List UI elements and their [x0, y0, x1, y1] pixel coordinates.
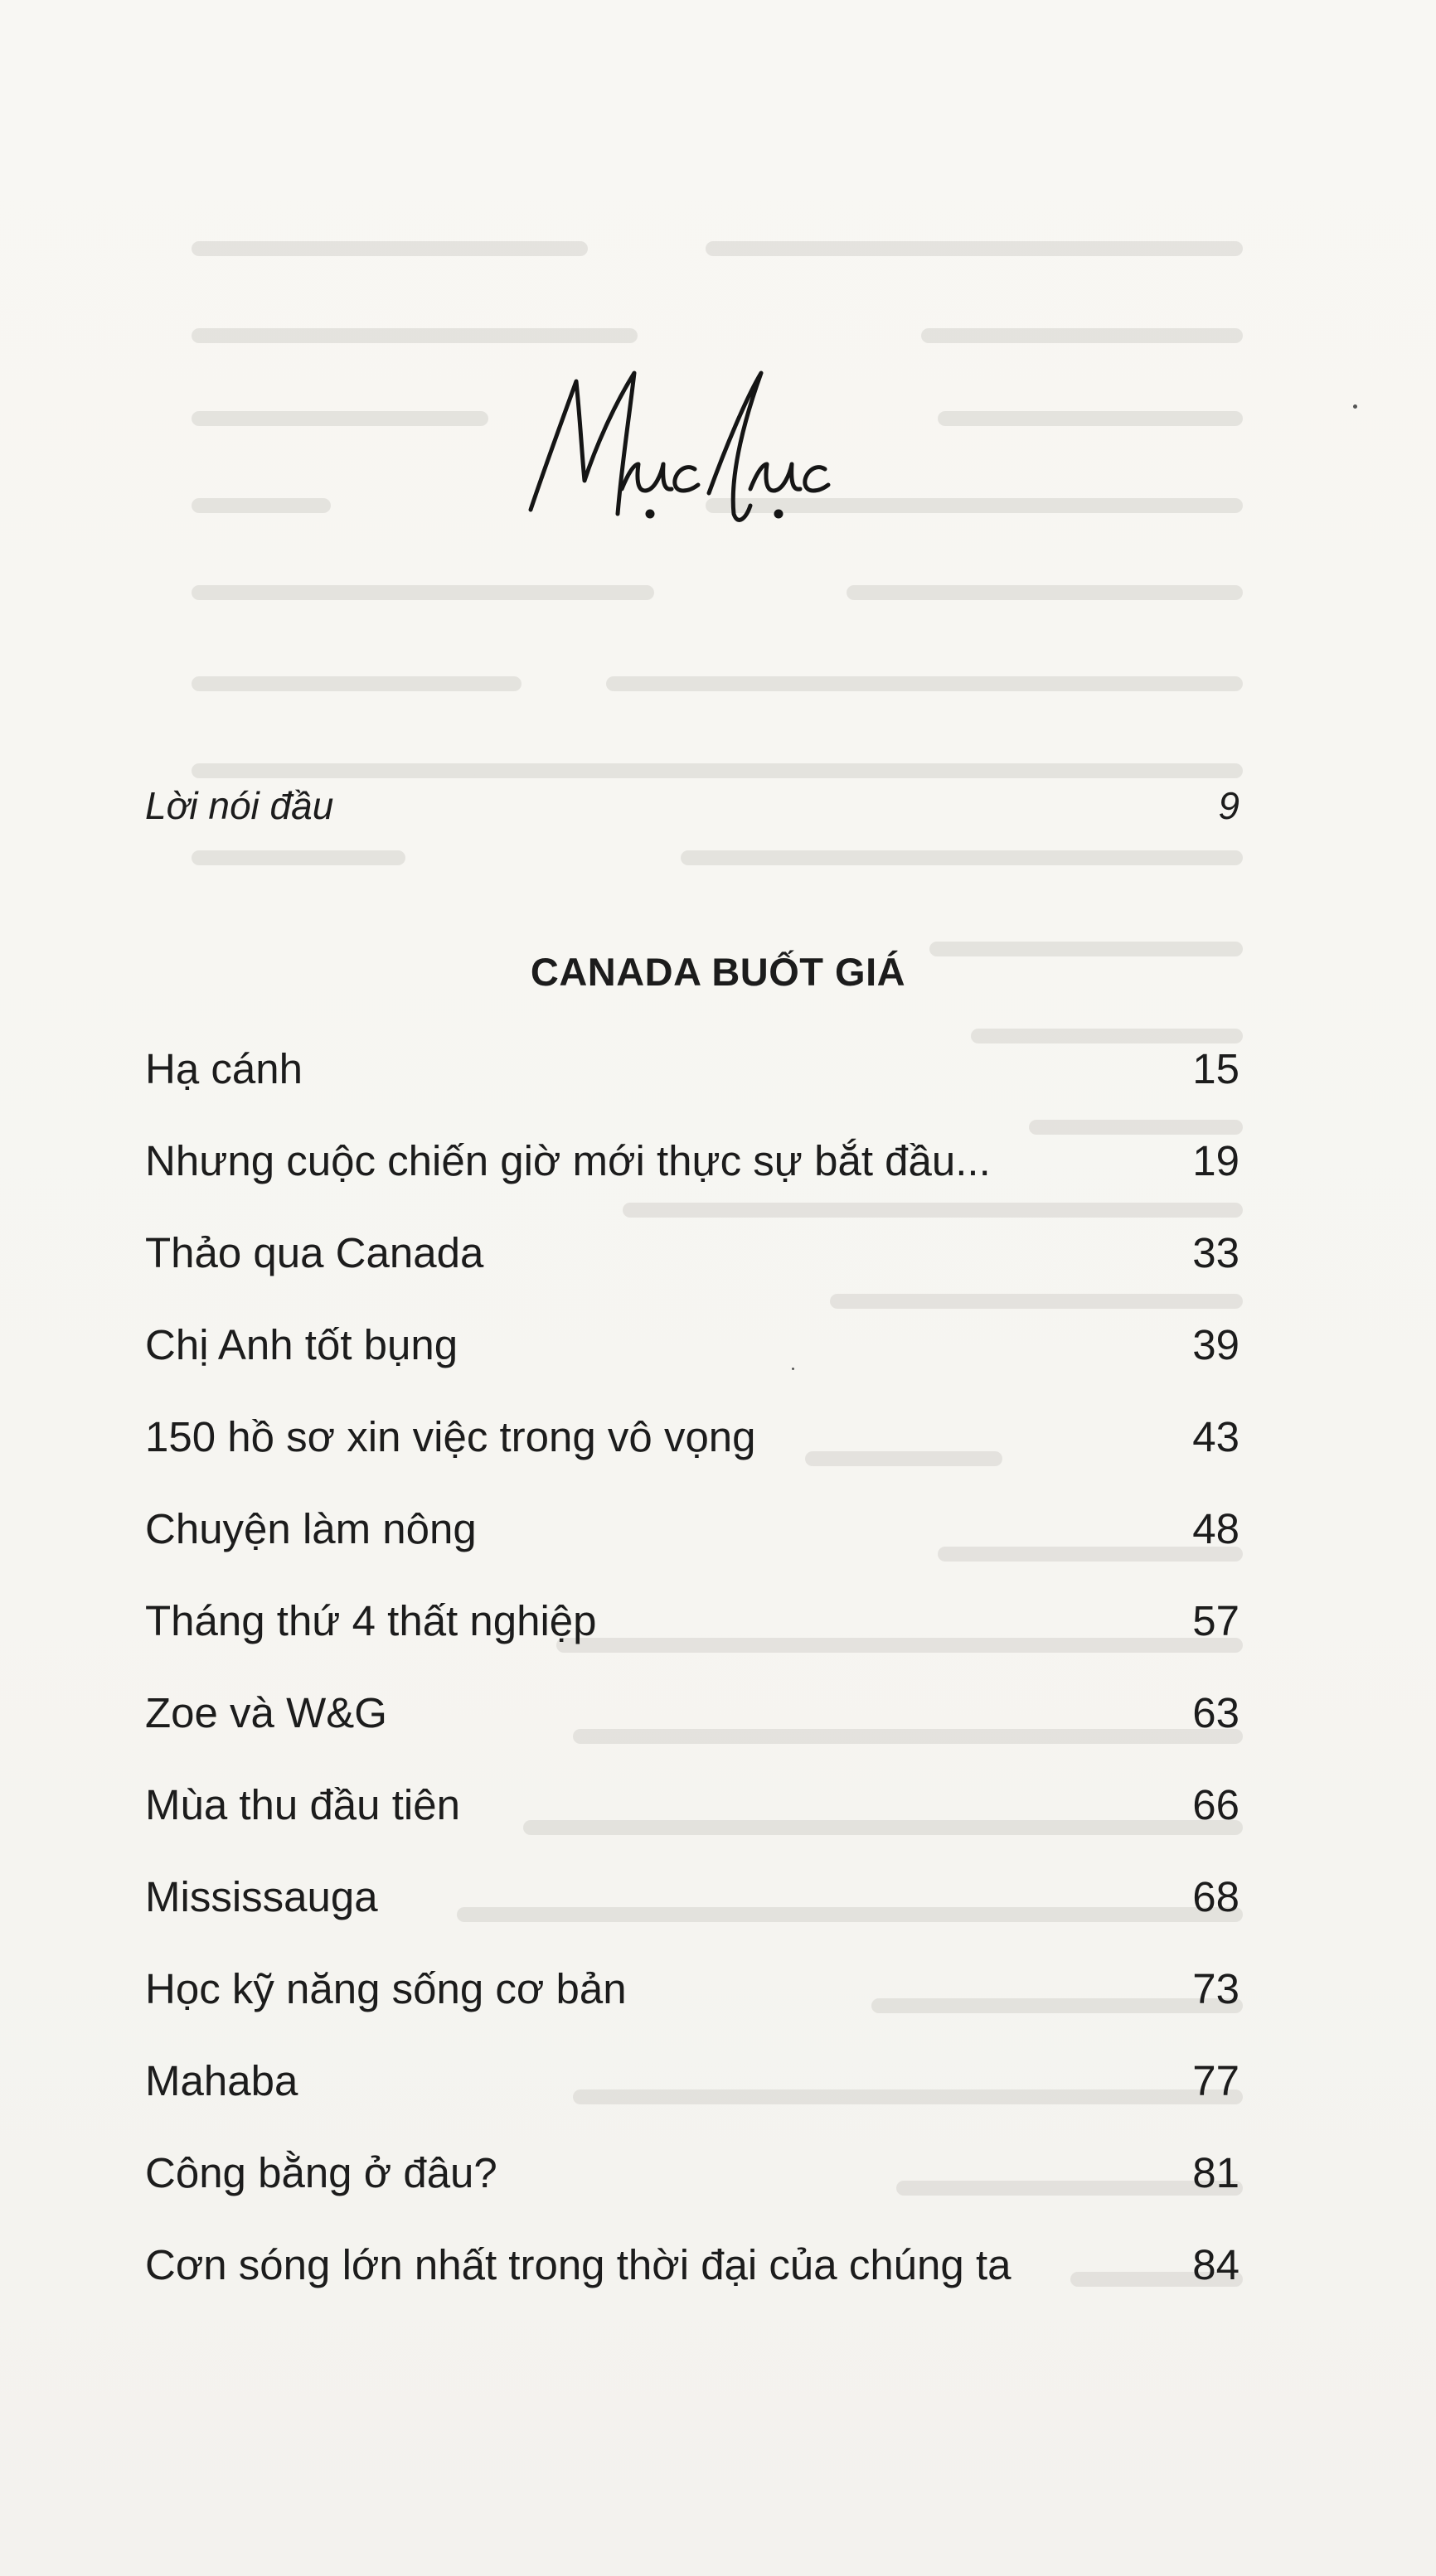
toc-entry-title: Chị Anh tốt bụng: [145, 1321, 458, 1368]
toc-entry-title: Tháng thứ 4 thất nghiệp: [145, 1597, 597, 1644]
toc-entry[interactable]: [145, 2236, 1240, 2328]
toc-entry-page: 15: [1192, 1045, 1240, 1092]
toc-preface-title: Lời nói đầu: [145, 784, 334, 827]
toc-entry-title: Cơn sóng lớn nhất trong thời đại của chúng ta: [145, 2241, 1012, 2288]
toc-entry-page: 43: [1192, 1413, 1240, 1460]
toc-entry[interactable]: [145, 1132, 1240, 1224]
paper-speck: [1353, 404, 1357, 409]
toc-entry-page: 77: [1192, 2057, 1240, 2104]
toc-entry-page: 66: [1192, 1781, 1240, 1828]
toc-preface-row[interactable]: [145, 783, 1240, 841]
toc-entry-title: Zoe và W&G: [145, 1689, 387, 1736]
toc-entry[interactable]: [145, 1960, 1240, 2052]
toc-entry[interactable]: [145, 2052, 1240, 2144]
toc-entry[interactable]: [145, 1500, 1240, 1592]
toc-entry-page: 68: [1192, 1873, 1240, 1920]
toc-entry[interactable]: [145, 1316, 1240, 1408]
toc-entry[interactable]: [145, 1408, 1240, 1500]
toc-entry-page: 81: [1192, 2149, 1240, 2196]
toc-entry[interactable]: [145, 1868, 1240, 1960]
toc-entry-page: 84: [1192, 2241, 1240, 2288]
toc-entry[interactable]: [145, 1592, 1240, 1684]
toc-entry-page: 39: [1192, 1321, 1240, 1368]
toc-entry-page: 57: [1192, 1597, 1240, 1644]
toc-entry-title: Chuyện làm nông: [145, 1505, 477, 1552]
toc-entry-title: Học kỹ năng sống cơ bản: [145, 1965, 627, 2012]
toc-entry[interactable]: [145, 1040, 1240, 1132]
toc-entry-page: 33: [1192, 1229, 1240, 1276]
toc-entry-title: Hạ cánh: [145, 1045, 303, 1092]
toc-entry[interactable]: [145, 1224, 1240, 1316]
title-script-mucluc: [497, 348, 929, 564]
toc-entry-title: Mississauga: [145, 1873, 378, 1920]
toc-entry-title: Nhưng cuộc chiến giờ mới thực sự bắt đầu...: [145, 1137, 991, 1184]
toc-preface-page: 9: [1218, 784, 1240, 827]
toc-entry[interactable]: [145, 1776, 1240, 1868]
section-heading: CANADA BUỐT GIÁ: [530, 950, 906, 994]
toc-list: [145, 1040, 1240, 2328]
toc-entry-page: 63: [1192, 1689, 1240, 1736]
toc-entry-page: 73: [1192, 1965, 1240, 2012]
toc-entry-title: Công bằng ở đâu?: [145, 2149, 497, 2196]
paper-speck: [792, 1368, 794, 1370]
toc-entry-title: Mahaba: [145, 2057, 298, 2104]
toc-entry[interactable]: [145, 2144, 1240, 2236]
toc-entry-title: Thảo qua Canada: [145, 1229, 484, 1276]
toc-entry-title: 150 hồ sơ xin việc trong vô vọng: [145, 1413, 756, 1460]
toc-entry-title: Mùa thu đầu tiên: [145, 1781, 460, 1828]
toc-entry[interactable]: [145, 1684, 1240, 1776]
toc-entry-page: 19: [1192, 1137, 1240, 1184]
toc-entry-page: 48: [1192, 1505, 1240, 1552]
